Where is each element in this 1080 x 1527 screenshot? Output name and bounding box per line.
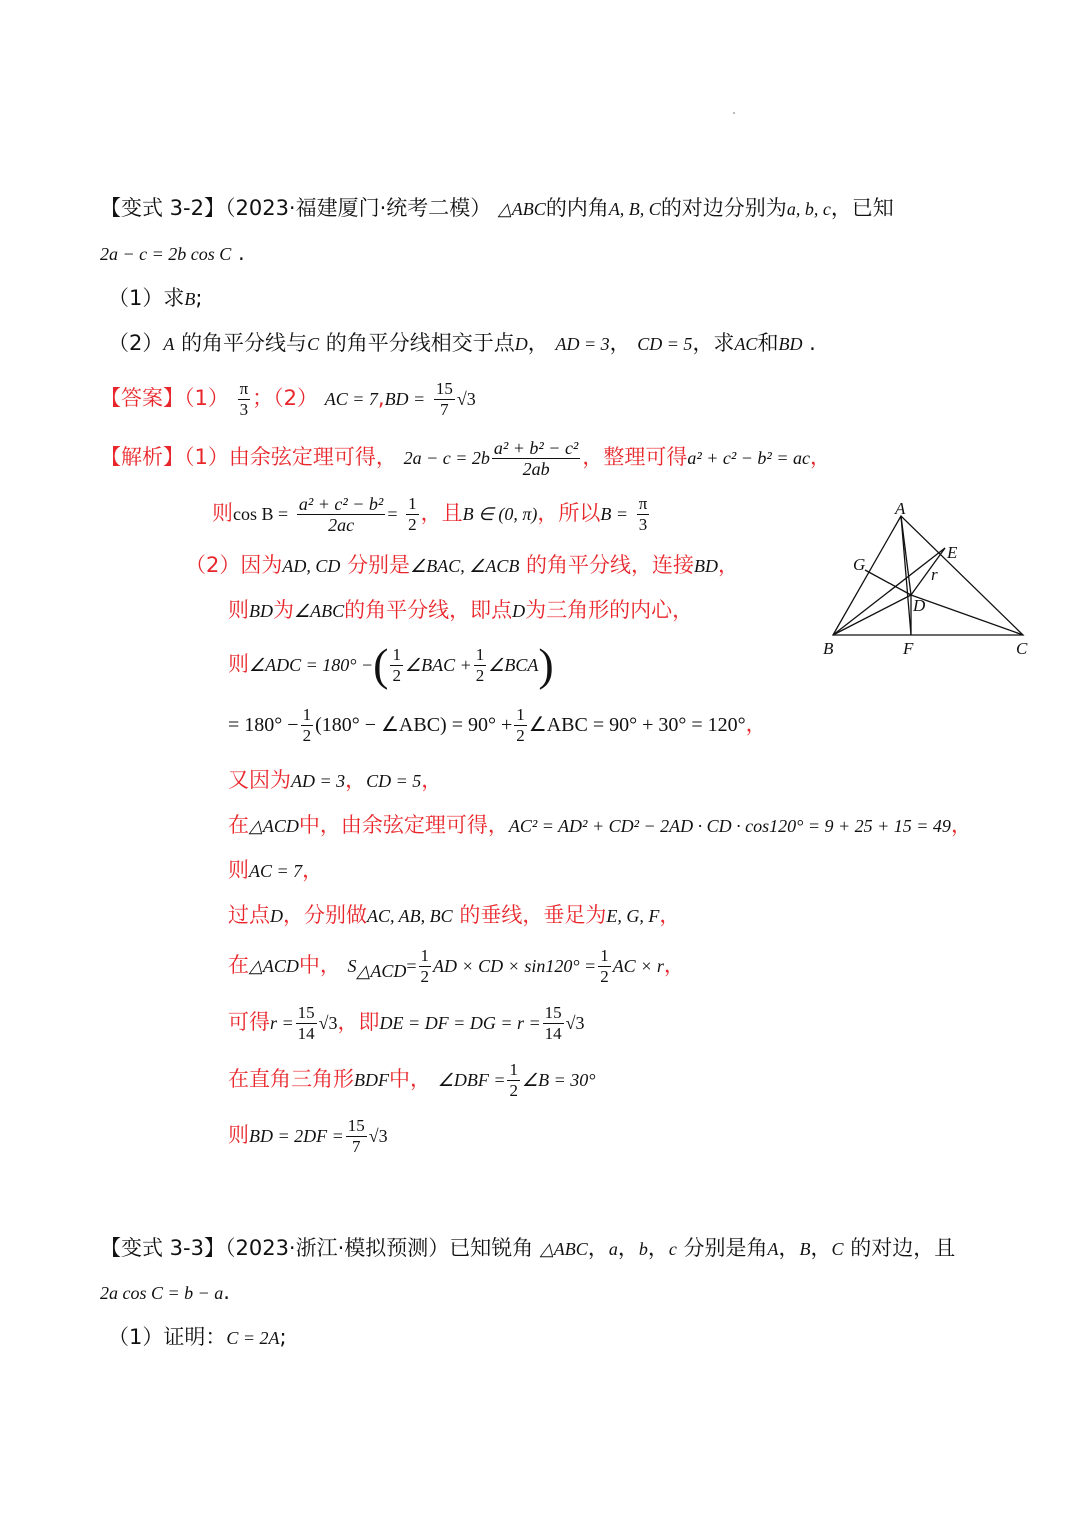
problem-3-2-statement	[100, 193, 894, 224]
fraction	[598, 946, 611, 987]
text: ，	[345, 768, 367, 792]
ac-answer: AC = 7	[324, 389, 378, 409]
text: .	[223, 1280, 230, 1304]
condition: 2a − c = 2b cos C	[100, 244, 232, 264]
speck	[733, 112, 735, 114]
triangle: △ABC	[497, 199, 546, 219]
solution-line-dbf	[228, 1059, 595, 1101]
problem-label: 【变式 3-3】	[100, 1236, 225, 1260]
denominator: 2	[516, 725, 525, 745]
solution-line-area	[228, 945, 685, 991]
text: ，分别做	[283, 903, 367, 927]
solution-line-perp	[228, 900, 680, 931]
fraction	[419, 946, 432, 987]
fraction	[390, 645, 403, 686]
math: AC = 7	[249, 861, 303, 881]
denominator: 2	[509, 1080, 518, 1100]
ad-value: AD = 3	[555, 334, 610, 354]
fraction	[296, 1003, 317, 1044]
text: 则	[228, 598, 249, 622]
text: ，	[809, 445, 831, 469]
math: ∠DBF =	[437, 1070, 506, 1090]
fraction	[514, 705, 527, 746]
denominator: 3	[239, 399, 249, 419]
q2-prefix: （2）	[108, 331, 164, 355]
fraction	[543, 1003, 564, 1044]
text: 的角平分线相交于点	[325, 331, 515, 355]
solution-line-120	[228, 700, 767, 749]
math: S	[347, 956, 357, 976]
answer-label: 【答案】	[100, 386, 184, 410]
text: 过点	[228, 903, 270, 927]
math: cos B =	[233, 504, 289, 524]
var: D	[514, 334, 528, 354]
var: b	[638, 1239, 648, 1259]
math: =	[406, 956, 417, 976]
angles: A, B, C	[608, 199, 661, 219]
segment-BE	[833, 548, 945, 635]
condition: 2a cos C = b − a	[100, 1283, 224, 1303]
q1-suffix: ;	[195, 286, 203, 310]
math: BD = 2DF =	[249, 1126, 344, 1146]
text: 的内角	[545, 196, 609, 220]
text: 的对边分别为	[660, 196, 787, 220]
numerator: 1	[408, 493, 417, 513]
answer-line	[100, 378, 476, 420]
label-A: A	[895, 499, 906, 518]
math: ∠BAC +	[404, 655, 472, 675]
numerator: 1	[516, 704, 525, 724]
numerator: 1	[302, 704, 312, 724]
fraction	[507, 1060, 520, 1101]
segment-DC	[911, 595, 1023, 635]
math: a² + c² − b² = ac	[687, 448, 810, 468]
text: （1）由余弦定理可得，	[184, 445, 397, 469]
solution-line-incenter	[228, 595, 693, 626]
label-F: F	[903, 639, 914, 658]
math: AD × CD × sin120° =	[433, 956, 597, 976]
solution-line-ac	[228, 855, 323, 886]
text: ，	[778, 1236, 800, 1260]
question-2: （2）A 的角平分线与C 的角平分线相交于点D， AD = 3， CD = 5，求AC和BD .	[108, 331, 816, 355]
q1-prefix: （1）证明：	[108, 1325, 227, 1349]
math: ∠ADC = 180° −	[249, 655, 374, 675]
numerator: 1	[420, 945, 430, 965]
text: （1）	[184, 386, 229, 410]
var: A	[163, 334, 175, 354]
var: a	[608, 1239, 618, 1259]
math: ∠BCA	[488, 655, 539, 675]
label-D: D	[913, 596, 926, 615]
denominator: 3	[638, 514, 648, 534]
fraction	[406, 494, 419, 535]
text: 中，	[298, 953, 341, 977]
math: △ACD	[249, 956, 299, 976]
var: C	[307, 334, 320, 354]
text: ，	[302, 858, 324, 882]
text: ，已知	[830, 196, 894, 220]
denominator: 14	[544, 1023, 562, 1043]
var: BD	[778, 334, 803, 354]
text: 则	[228, 652, 249, 676]
text: 在直角三角形	[228, 1067, 354, 1091]
text: 的垂线，垂足为	[459, 903, 607, 927]
solution-line-1	[100, 437, 831, 479]
math: ∠BAC, ∠ACB	[410, 556, 520, 576]
numerator: 15	[544, 1002, 562, 1022]
math: D	[270, 906, 283, 926]
fraction	[238, 379, 251, 420]
text: 为三角形的内心，	[525, 598, 694, 622]
fraction	[434, 379, 455, 420]
numerator: π	[638, 493, 648, 513]
math: BD	[694, 556, 719, 576]
text: 和	[757, 331, 779, 355]
solution-line-adc	[228, 640, 554, 689]
text: ，所以	[537, 501, 601, 525]
denominator: 2	[392, 665, 401, 685]
math: 2a − c = 2b	[403, 448, 490, 468]
text: 在	[228, 953, 249, 977]
label-G: G	[853, 555, 866, 574]
left-paren: (	[373, 639, 389, 690]
numerator: 15	[297, 1002, 315, 1022]
cd-value: CD = 5	[637, 334, 693, 354]
problem-label: 【变式 3-2】	[100, 196, 225, 220]
solution-line-2	[212, 493, 651, 535]
numerator: 1	[475, 644, 485, 664]
sqrt: √3	[456, 389, 476, 409]
solution-part-2	[185, 550, 739, 581]
math: △ABC	[539, 1239, 588, 1259]
var: AC	[734, 334, 758, 354]
denominator: 14	[297, 1023, 315, 1043]
label-B: B	[823, 639, 834, 658]
numerator: 15	[435, 378, 453, 398]
text: 分别是角	[683, 1236, 768, 1260]
text: 则	[228, 1123, 249, 1147]
triangle-diagram	[815, 498, 1035, 663]
var: c	[668, 1239, 677, 1259]
text: 可得	[228, 1010, 270, 1034]
sqrt: √3	[318, 1013, 338, 1033]
text: 的角平分线，连接	[526, 553, 695, 577]
text: ，	[587, 1236, 609, 1260]
text: 为	[273, 598, 294, 622]
math: =	[387, 504, 398, 524]
denominator: 2ac	[328, 514, 355, 535]
math: DE = DF = DG = r =	[379, 1013, 541, 1033]
text: ，整理可得	[582, 445, 688, 469]
solution-line-cosine	[228, 810, 972, 841]
text: 的对边，且	[850, 1236, 956, 1260]
sqrt: √3	[368, 1126, 388, 1146]
math: BDF	[354, 1070, 389, 1090]
text: ，	[810, 1236, 832, 1260]
numerator: a² + c² − b²	[298, 493, 384, 514]
problem-3-3-condition	[100, 1277, 230, 1308]
triangle-outline	[833, 516, 1023, 635]
solution-line-bd	[228, 1115, 388, 1157]
text: 在	[228, 813, 249, 837]
solution-line-given	[228, 765, 442, 796]
math: ∠B = 30°	[521, 1070, 596, 1090]
math: r =	[270, 1013, 294, 1033]
math: AD, CD	[282, 556, 341, 576]
text: 的角平分线，即点	[344, 598, 513, 622]
text: 分别是	[347, 553, 411, 577]
problem-3-3-question-1	[108, 1322, 287, 1353]
fraction	[492, 438, 580, 479]
denominator: 2ab	[522, 458, 550, 479]
denominator: 2	[420, 966, 430, 986]
label-C: C	[1016, 639, 1028, 658]
segment-DG	[865, 570, 911, 595]
text: ，	[745, 712, 767, 736]
math: ∠ABC	[294, 601, 345, 621]
solution-label: 【解析】	[100, 445, 184, 469]
numerator: 1	[509, 1059, 518, 1079]
q1-prefix: （1）求	[108, 286, 185, 310]
text: ，	[718, 553, 740, 577]
numerator: a² + b² − c²	[493, 437, 579, 458]
denominator: 2	[600, 966, 609, 986]
denominator: 7	[440, 399, 449, 419]
text: ，	[617, 1236, 639, 1260]
math: (180° − ∠ABC) = 90° +	[315, 714, 513, 736]
text: 则	[228, 858, 249, 882]
text: ，	[659, 903, 681, 927]
fraction	[297, 494, 385, 535]
math: AC² = AD² + CD² − 2AD · CD · cos120° = 9 + 25 + 15 = 49	[508, 816, 951, 836]
math: AC, AB, BC	[367, 906, 453, 926]
label-E: E	[947, 543, 958, 562]
var: A	[767, 1239, 779, 1259]
math: AD = 3	[291, 771, 346, 791]
var: C	[831, 1239, 844, 1259]
subscript: △ACD	[356, 961, 407, 982]
denominator: 7	[352, 1136, 361, 1156]
segment-DE	[911, 548, 945, 595]
fraction	[346, 1116, 367, 1157]
label-r: r	[931, 565, 938, 584]
text: ，求	[692, 331, 735, 355]
text: ，	[421, 768, 443, 792]
denominator: 2	[408, 514, 417, 534]
math: B ∈ (0, π)	[462, 504, 538, 524]
math: △ACD	[249, 816, 299, 836]
var: B	[799, 1239, 811, 1259]
numerator: 1	[600, 945, 609, 965]
numerator: 1	[392, 644, 401, 664]
text: ;	[279, 1325, 287, 1349]
solution-line-r	[228, 1002, 585, 1044]
text: ,	[377, 386, 385, 410]
text: ，	[663, 953, 685, 977]
math: CD = 5	[366, 771, 422, 791]
text: ，	[950, 813, 972, 837]
numerator: 15	[347, 1115, 365, 1135]
right-paren: )	[538, 639, 554, 690]
problem-source: （2023·浙江·模拟预测）已知锐角	[224, 1236, 534, 1260]
q1-var: B	[184, 289, 196, 309]
text: ，即	[337, 1010, 380, 1034]
sides: a, b, c	[786, 199, 831, 219]
text: 中，由余弦定理可得，	[298, 813, 509, 837]
math: C = 2A	[226, 1328, 280, 1348]
fraction	[474, 645, 487, 686]
question-1	[108, 283, 202, 314]
text: ，且	[420, 501, 463, 525]
bd-answer: BD =	[384, 389, 426, 409]
problem-source: （2023·福建厦门·统考二模）	[224, 196, 492, 220]
problem-3-3-statement	[100, 1233, 955, 1264]
denominator: 2	[302, 725, 312, 745]
text: 则	[212, 501, 233, 525]
math: = 180° −	[228, 714, 299, 736]
text: （2）因为	[185, 553, 283, 577]
math: ∠ABC = 90° + 30° = 120°	[528, 714, 746, 736]
text: ，	[647, 1236, 669, 1260]
text: 又因为	[228, 768, 291, 792]
text: 中，	[389, 1067, 431, 1091]
numerator: π	[239, 378, 249, 398]
text: ；（2）	[252, 386, 319, 410]
text: 的角平分线与	[181, 331, 308, 355]
fraction	[637, 494, 650, 535]
fraction	[301, 705, 314, 746]
condition-line: 2a − c = 2b cos C .	[100, 241, 245, 265]
math: D	[512, 601, 526, 621]
denominator: 2	[475, 665, 485, 685]
math: E, G, F	[606, 906, 660, 926]
math: AC × r	[612, 956, 664, 976]
sqrt: √3	[565, 1013, 585, 1033]
math: BD	[249, 601, 273, 621]
math: B =	[600, 504, 629, 524]
